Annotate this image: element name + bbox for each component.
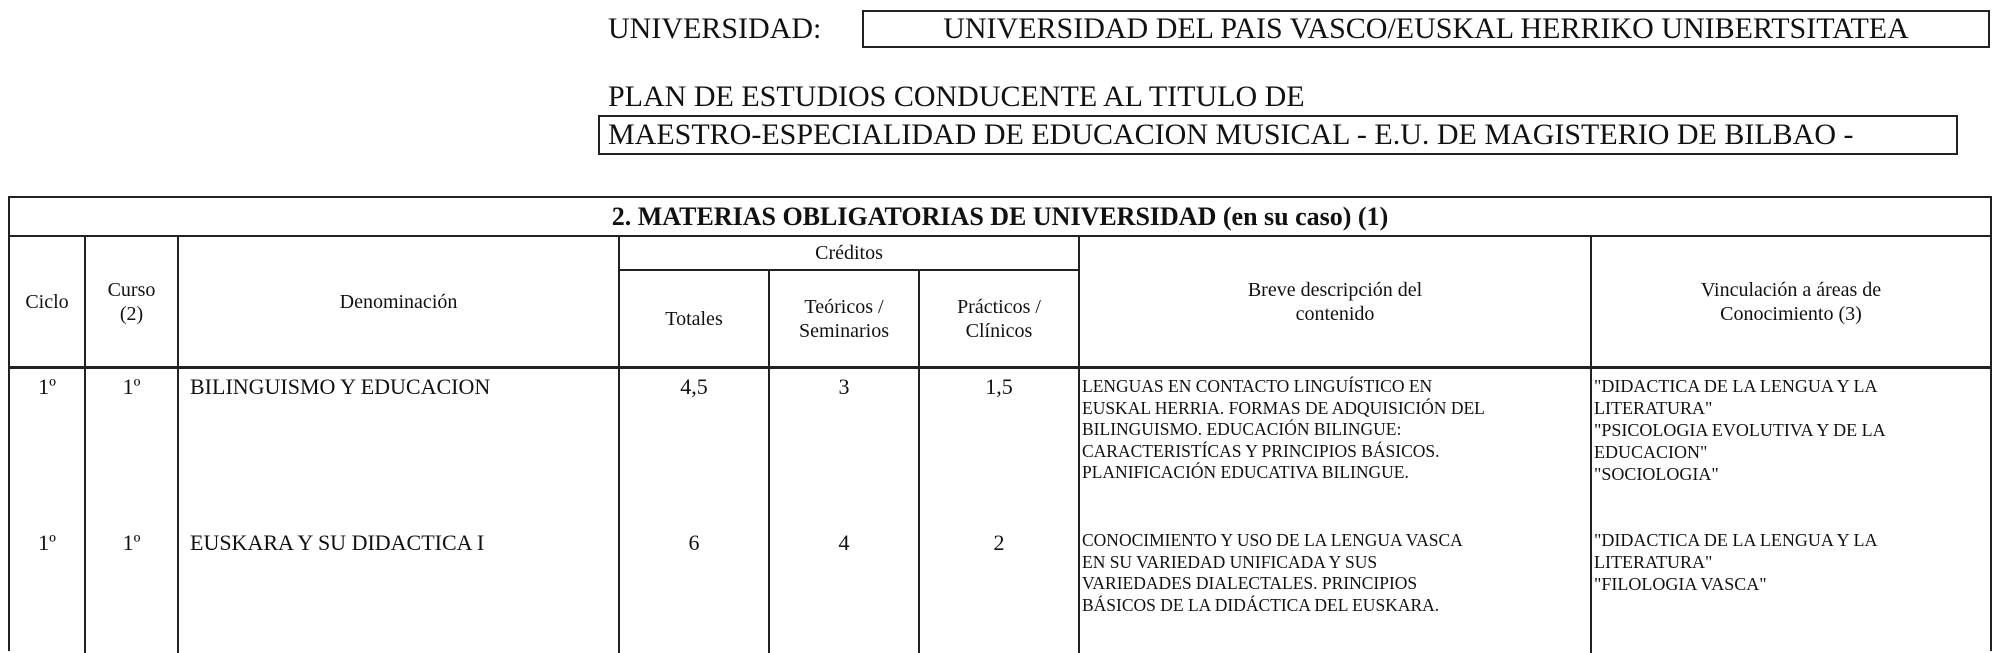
col-header-curso: Curso (2) — [107, 278, 156, 325]
col-header-descripcion: Breve descripción del contenido — [1247, 278, 1423, 325]
divider — [10, 366, 1990, 369]
materias-table — [8, 196, 1992, 651]
row2-curso: 1º — [122, 530, 141, 555]
universidad-label: UNIVERSIDAD: — [608, 12, 822, 45]
row2-areas: "DIDACTICA DE LA LENGUA Y LA LITERATURA" "FILOLOGIA VASCA" — [1594, 530, 1878, 594]
titulo-value: MAESTRO-ESPECIALIDAD DE EDUCACION MUSICAL - E.U. DE MAGISTERIO DE BILBAO - — [598, 115, 1958, 155]
col-header-practicos: Prácticos / Clínicos — [957, 295, 1041, 342]
row2-denominacion: EUSKARA Y SU DIDACTICA I — [190, 530, 485, 555]
col-header-denominacion: Denominación — [339, 290, 458, 313]
col-header-teoricos: Teóricos / Seminarios — [799, 295, 889, 342]
row1-ciclo: 1º — [38, 374, 56, 399]
col-header-vinculacion: Vinculación a áreas de Conocimiento (3) — [1700, 278, 1882, 325]
row1-descripcion: LENGUAS EN CONTACTO LINGUÍSTICO EN EUSKAL HERRIA. FORMAS DE ADQUISICIÓN DEL BILINGUISMO. EDUCACIÓN BILINGUE: CARACTERISTÍCAS Y PRINCIPIOS BÁSICOS. PLANIFICACIÓN EDUCATIVA BILINGUE. — [1082, 376, 1485, 482]
row2-practicos: 2 — [993, 530, 1005, 555]
row2-totales: 6 — [688, 530, 700, 555]
col-header-totales: Totales — [665, 307, 723, 330]
row1-practicos: 1,5 — [985, 374, 1013, 399]
row1-totales: 4,5 — [680, 374, 708, 399]
row2-descripcion: CONOCIMIENTO Y USO DE LA LENGUA VASCA EN SU VARIEDAD UNIFICADA Y SUS VARIEDADES DIALECTALES. PRINCIPIOS BÁSICOS DE LA DIDÁCTICA DEL EUSKARA. — [1082, 530, 1463, 615]
row2-teoricos: 4 — [838, 530, 850, 555]
row1-areas: "DIDACTICA DE LA LENGUA Y LA LITERATURA" "PSICOLOGIA EVOLUTIVA Y DE LA EDUCACION" "SOCIOLOGIA" — [1594, 376, 1886, 484]
section-title: 2. MATERIAS OBLIGATORIAS DE UNIVERSIDAD (en su caso) (1) — [611, 201, 1389, 231]
row1-teoricos: 3 — [838, 374, 850, 399]
col-header-ciclo: Ciclo — [25, 290, 69, 313]
row2-ciclo: 1º — [38, 530, 56, 555]
col-header-creditos: Créditos — [815, 242, 883, 264]
row1-denominacion: BILINGUISMO Y EDUCACION — [190, 374, 491, 399]
universidad-value: UNIVERSIDAD DEL PAIS VASCO/EUSKAL HERRIKO UNIBERTSITATEA — [862, 10, 1990, 48]
plan-label: PLAN DE ESTUDIOS CONDUCENTE AL TITULO DE — [608, 80, 1305, 113]
row1-curso: 1º — [122, 374, 141, 399]
